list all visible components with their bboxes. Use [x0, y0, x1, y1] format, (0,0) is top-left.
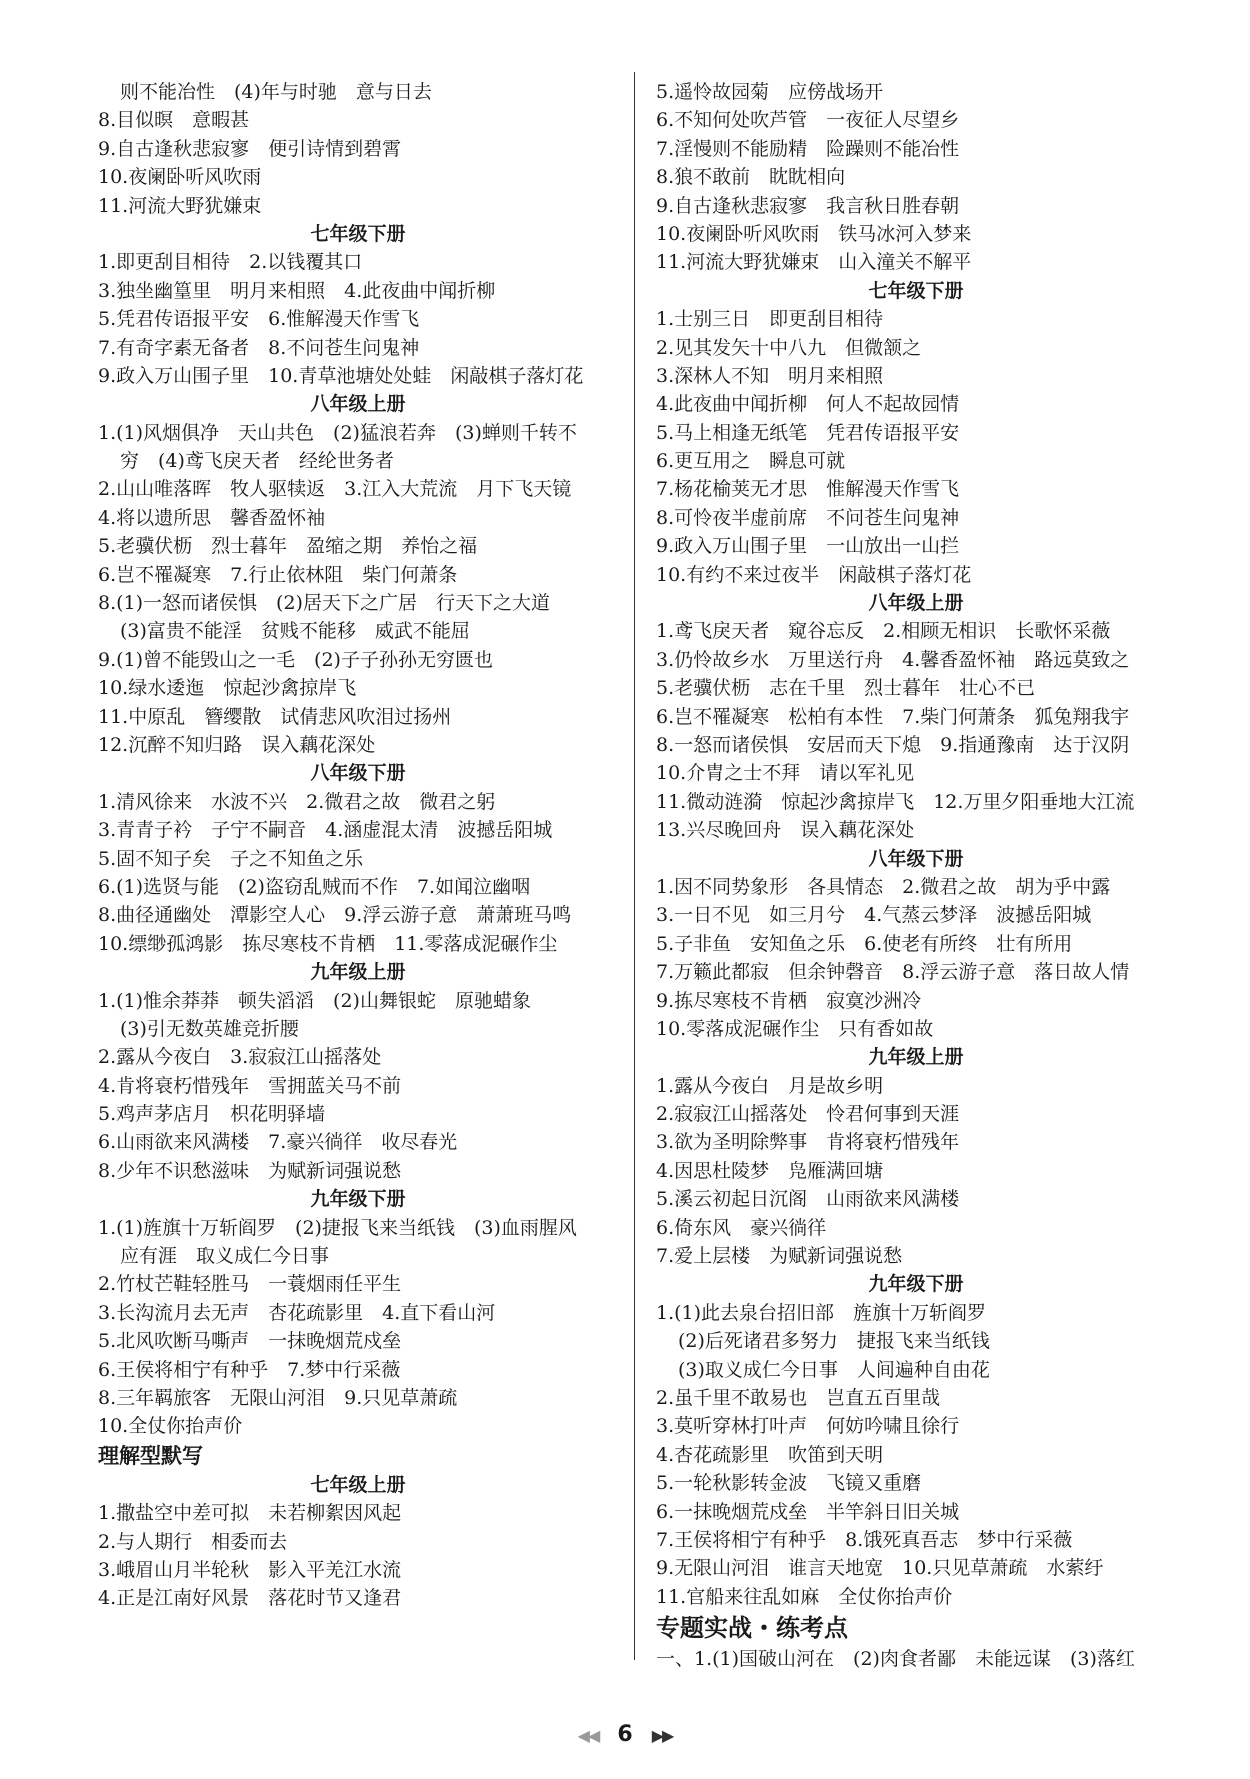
next-arrows-icon: ▶▶: [651, 1726, 673, 1745]
answer-line: 1.露从今夜白 月是故乡明: [656, 1074, 884, 1097]
answer-line: 10.夜阑卧听风吹雨: [98, 166, 262, 189]
answer-line: 6.一抹晚烟荒戍垒 半竿斜日旧关城: [656, 1500, 960, 1523]
answer-line: 1.因不同势象形 各具情态 2.微君之故 胡为乎中露: [656, 875, 1111, 898]
answer-line: 11.河流大野犹嫌束: [98, 194, 262, 217]
answer-line: (3)取义成仁今日事 人间遍种自由花: [678, 1358, 990, 1381]
answer-line: 7.杨花榆荚无才思 惟解漫天作雪飞: [656, 478, 960, 501]
answer-line: 2.露从今夜白 3.寂寂江山摇落处: [98, 1046, 382, 1069]
answer-line: 9.政入万山围子里 一山放出一山拦: [656, 535, 960, 558]
answer-line: 4.将以遗所思 馨香盈怀袖: [98, 506, 326, 529]
grade-heading: 九年级上册: [310, 961, 406, 984]
answer-line: 5.一轮秋影转金波 飞镜又重磨: [656, 1472, 922, 1495]
answer-line: 2.竹杖芒鞋轻胜马 一蓑烟雨任平生: [98, 1273, 402, 1296]
answer-line: 1.撒盐空中差可拟 未若柳絮因风起: [98, 1502, 402, 1525]
answer-line: 7.爱上层楼 为赋新词强说愁: [656, 1245, 903, 1268]
answer-line: 11.河流大野犹嫌束 山入潼关不解平: [656, 251, 972, 274]
answer-line: 10.全仗你抬声价: [98, 1415, 243, 1438]
answer-line: 一、1.(1)国破山河在 (2)肉食者鄙 未能远谋 (3)落红: [656, 1648, 1135, 1671]
grade-heading: 七年级下册: [868, 279, 964, 302]
answer-line: 8.可怜夜半虚前席 不问苍生问鬼神: [656, 506, 960, 529]
answer-line: 3.独坐幽篁里 明月来相照 4.此夜曲中闻折柳: [98, 279, 496, 302]
answer-line: 10.零落成泥碾作尘 只有香如故: [656, 1017, 934, 1040]
answer-line: 5.鸡声茅店月 枳花明驿墙: [98, 1103, 326, 1126]
answer-line: 11.官船来往乱如麻 全仗你抬声价: [656, 1585, 953, 1608]
answer-line: 4.肯将衰朽惜残年 雪拥蓝关马不前: [98, 1074, 402, 1097]
answer-line: (2)后死诸君多努力 捷报飞来当纸钱: [678, 1330, 990, 1353]
right-column: [656, 78, 1176, 1673]
answer-line: 8.少年不识愁滋味 为赋新词强说愁: [98, 1159, 402, 1182]
answer-line: 10.夜阑卧听风吹雨 铁马冰河入梦来: [656, 222, 972, 245]
answer-line: 1.鸢飞戾天者 窥谷忘反 2.相顾无相识 长歌怀采薇: [656, 620, 1111, 643]
answer-line: 9.无限山河泪 谁言天地宽 10.只见草萧疏 水萦纡: [656, 1557, 1104, 1580]
answer-line: (3)富贵不能淫 贫贱不能移 威武不能屈: [120, 620, 470, 643]
answer-line: 2.虽千里不敢易也 岂直五百里哉: [656, 1386, 941, 1409]
prev-arrows-icon: ◀◀: [577, 1726, 599, 1745]
answer-line: 3.青青子衿 子宁不嗣音 4.涵虚混太清 波撼岳阳城: [98, 819, 553, 842]
grade-heading: 七年级下册: [310, 222, 406, 245]
answer-line: 穷 (4)鸢飞戾天者 经纶世务者: [120, 450, 394, 473]
answer-line: 11.中原乱 簪缨散 试倩悲风吹泪过扬州: [98, 705, 452, 728]
answer-line: 9.自古逢秋悲寂寥 便引诗情到碧霄: [98, 137, 402, 160]
grade-heading: 八年级上册: [310, 393, 406, 416]
answer-line: 7.有奇字素无备者 8.不问苍生问鬼神: [98, 336, 420, 359]
answer-line: 1.士别三日 即更刮目相待: [656, 308, 884, 331]
answer-line: 6.岂不罹凝寒 松柏有本性 7.柴门何萧条 狐兔翔我宇: [656, 705, 1130, 728]
answer-line: 11.微动涟漪 惊起沙禽掠岸飞 12.万里夕阳垂地大江流: [656, 790, 1135, 813]
answer-line: 7.淫慢则不能励精 险躁则不能冶性: [656, 137, 960, 160]
answer-line: 6.更互用之 瞬息可就: [656, 450, 846, 473]
answer-line: 5.凭君传语报平安 6.惟解漫天作雪飞: [98, 308, 420, 331]
answer-line: 5.遥怜故园菊 应傍战场开: [656, 81, 884, 103]
answer-line: 5.固不知子矣 子之不知鱼之乐: [98, 847, 364, 870]
answer-line: 5.北风吹断马嘶声 一抹晚烟荒戍垒: [98, 1330, 402, 1353]
answer-line: 9.政入万山围子里 10.青草池塘处处蛙 闲敲棋子落灯花: [98, 364, 584, 387]
page-footer: [0, 1722, 1250, 1747]
answer-line: 10.介胄之士不拜 请以军礼见: [656, 762, 915, 785]
answer-line: 9.拣尽寒枝不肯栖 寂寞沙洲冷: [656, 989, 922, 1012]
answer-line: 2.与人期行 相委而去: [98, 1530, 288, 1553]
answer-line: 8.三年羁旅客 无限山河泪 9.只见草萧疏: [98, 1386, 458, 1409]
answer-line: 6.(1)选贤与能 (2)盗窃乱贼而不作 7.如闻泣幽咽: [98, 875, 531, 898]
answer-line: 6.倚东风 豪兴徜徉: [656, 1216, 827, 1239]
answer-line: 6.岂不罹凝寒 7.行止依林阻 柴门何萧条: [98, 563, 458, 586]
answer-line: 1.清风徐来 水波不兴 2.微君之故 微君之躬: [98, 790, 496, 813]
left-column: [98, 78, 618, 1613]
answer-line: 2.见其发矢十中八九 但微颔之: [656, 336, 922, 359]
grade-heading: 九年级上册: [868, 1046, 964, 1069]
answer-line: 1.(1)风烟俱净 天山共色 (2)猛浪若奔 (3)蝉则千转不: [98, 421, 577, 444]
grade-heading: 九年级下册: [868, 1273, 964, 1296]
answer-line: 1.即更刮目相待 2.以钱覆其口: [98, 251, 363, 274]
answer-line: 10.有约不来过夜半 闲敲棋子落灯花: [656, 563, 972, 586]
answer-line: 6.王侯将相宁有种乎 7.梦中行采薇: [98, 1358, 401, 1381]
answer-line: 3.一日不见 如三月兮 4.气蒸云梦泽 波撼岳阳城: [656, 904, 1092, 927]
answer-line: 7.王侯将相宁有种乎 8.饿死真吾志 梦中行采薇: [656, 1528, 1073, 1551]
answer-line: 5.子非鱼 安知鱼之乐 6.使老有所终 壮有所用: [656, 932, 1073, 955]
answer-line: 1.(1)此去泉台招旧部 旌旗十万斩阎罗: [656, 1301, 987, 1324]
answer-line: 5.马上相逢无纸笔 凭君传语报平安: [656, 421, 960, 444]
section-title: 理解型默写: [98, 1443, 203, 1468]
answer-line: 8.曲径通幽处 潭影空人心 9.浮云游子意 萧萧班马鸣: [98, 904, 572, 927]
answer-line: 4.此夜曲中闻折柳 何人不起故园情: [656, 393, 960, 416]
answer-line: 9.自古逢秋悲寂寥 我言秋日胜春朝: [656, 194, 960, 217]
grade-heading: 七年级上册: [310, 1473, 406, 1496]
answer-line: 3.莫听穿林打叶声 何妨吟啸且徐行: [656, 1415, 960, 1438]
answer-line: 1.(1)旌旗十万斩阎罗 (2)捷报飞来当纸钱 (3)血雨腥风: [98, 1216, 577, 1239]
grade-heading: 八年级上册: [868, 592, 964, 615]
answer-line: 5.老骥伏枥 烈士暮年 盈缩之期 养怡之福: [98, 535, 478, 558]
answer-line: 8.狼不敢前 眈眈相向: [656, 166, 846, 189]
answer-line: 9.(1)曾不能毁山之一毛 (2)子子孙孙无穷匮也: [98, 648, 493, 671]
grade-heading: 八年级下册: [868, 847, 964, 870]
answer-line: 2.寂寂江山摇落处 怜君何事到天涯: [656, 1103, 960, 1126]
answer-line: 6.山雨欲来风满楼 7.豪兴徜徉 收尽春光: [98, 1131, 458, 1154]
answer-line: 3.欲为圣明除弊事 肯将衰朽惜残年: [656, 1131, 960, 1154]
answer-line: 4.杏花疏影里 吹笛到天明: [656, 1443, 884, 1466]
answer-line: 3.深林人不知 明月来相照: [656, 364, 884, 387]
answer-line: 13.兴尽晚回舟 误入藕花深处: [656, 819, 915, 842]
answer-line: 10.缥缈孤鸿影 拣尽寒枝不肯栖 11.零落成泥碾作尘: [98, 932, 558, 955]
column-divider: [634, 72, 635, 1660]
answer-line: 1.(1)惟余莽莽 顿失滔滔 (2)山舞银蛇 原驰蜡象: [98, 989, 531, 1012]
answer-line: 4.正是江南好风景 落花时节又逢君: [98, 1587, 402, 1610]
page-number: 6: [617, 1722, 633, 1747]
answer-line: (3)引无数英雄竞折腰: [120, 1017, 299, 1040]
answer-line: 8.目似暝 意暇甚: [98, 109, 250, 132]
answer-line: 4.因思杜陵梦 凫雁满回塘: [656, 1159, 884, 1182]
answer-line: 3.长沟流月去无声 杏花疏影里 4.直下看山河: [98, 1301, 496, 1324]
answer-line: 5.老骥伏枥 志在千里 烈士暮年 壮心不已: [656, 677, 1036, 700]
answer-line: 8.(1)一怒而诸侯惧 (2)居天下之广居 行天下之大道: [98, 592, 550, 615]
grade-heading: 九年级下册: [310, 1188, 406, 1211]
answer-line: 则不能冶性 (4)年与时驰 意与日去: [120, 81, 432, 103]
answer-line: 5.溪云初起日沉阁 山雨欲来风满楼: [656, 1188, 960, 1211]
answer-line: 3.峨眉山月半轮秋 影入平羌江水流: [98, 1558, 402, 1581]
answer-line: 7.万籁此都寂 但余钟磬音 8.浮云游子意 落日故人情: [656, 961, 1130, 984]
answer-line: 10.绿水逶迤 惊起沙禽掠岸飞: [98, 677, 357, 700]
answer-line: 3.仍怜故乡水 万里送行舟 4.馨香盈怀袖 路远莫致之: [656, 648, 1130, 671]
answer-line: 8.一怒而诸侯惧 安居而天下熄 9.指通豫南 达于汉阴: [656, 733, 1130, 756]
answer-line: 6.不知何处吹芦管 一夜征人尽望乡: [656, 109, 960, 132]
grade-heading: 八年级下册: [310, 762, 406, 785]
answer-line: 应有涯 取义成仁今日事: [120, 1245, 330, 1268]
answer-line: 12.沉醉不知归路 误入藕花深处: [98, 733, 376, 756]
answer-line: 2.山山唯落晖 牧人驱犊返 3.江入大荒流 月下飞天镜: [98, 478, 572, 501]
section-title: 专题实战・练考点: [656, 1614, 848, 1643]
